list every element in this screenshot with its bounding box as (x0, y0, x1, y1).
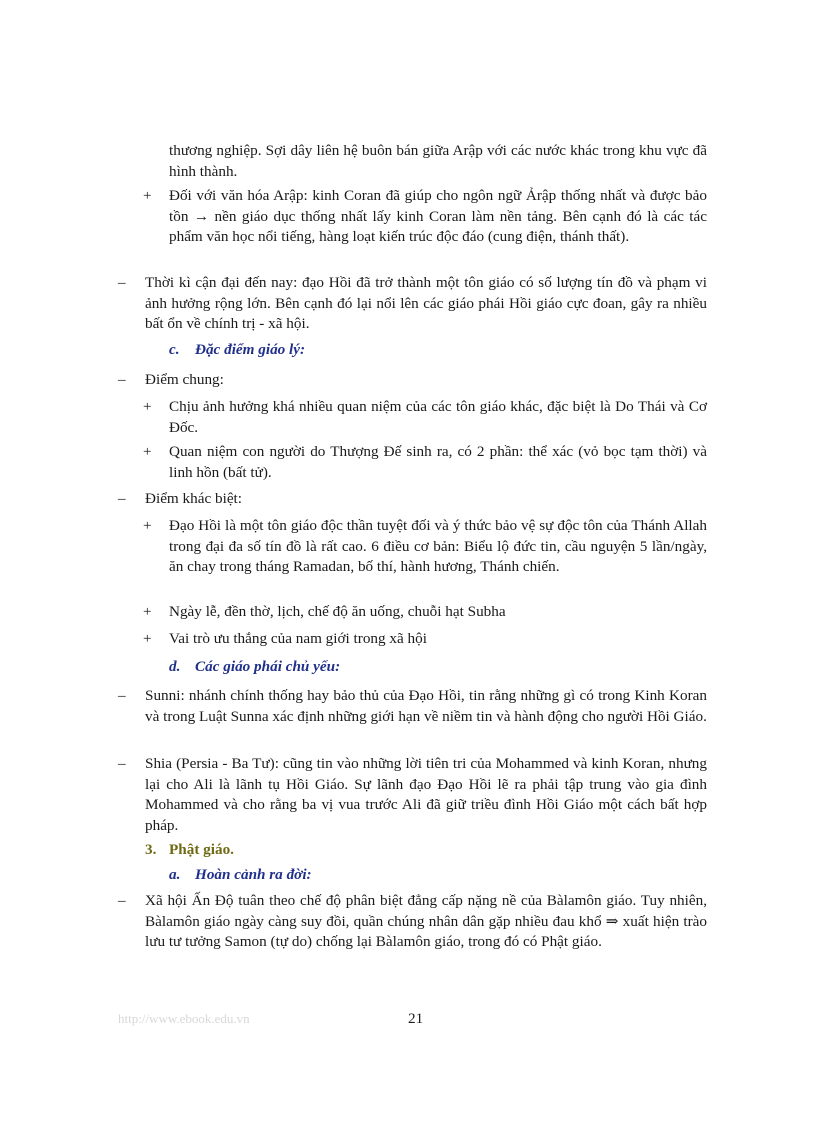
dash-bullet: – (118, 371, 126, 388)
dash-bullet: – (118, 755, 126, 772)
section-heading-text: Hoàn cảnh ra đời: (195, 866, 312, 883)
plus-bullet: + (143, 517, 152, 534)
plus-bullet: + (143, 398, 152, 415)
plus-bullet: + (143, 630, 152, 647)
dash-bullet: – (118, 892, 126, 909)
chapter-heading-buddhism (145, 840, 234, 861)
dash-bullet: – (118, 490, 126, 507)
page-number: 21 (408, 1010, 424, 1027)
dash-item-common-points: Điểm chung: (145, 371, 224, 388)
plus-bullet: + (143, 187, 152, 204)
dash-item-differences: Điểm khác biệt: (145, 490, 242, 507)
dash-item-modern-era: Thời kì cận đại đến nay: đạo Hồi đã trở thành một tôn giáo có số lượng tín đồ và phạm vi ảnh hưởng rộng lớn. Bên cạnh đó lại nổi lên các giáo phái Hồi giáo cực đoan, gây ra nhiều bất ổn về chính trị - xã hội. (145, 274, 707, 332)
section-heading-text: Đặc điểm giáo lý: (195, 341, 306, 358)
section-heading-text: Các giáo phái chủ yếu: (195, 658, 341, 675)
section-heading-label: d. (169, 658, 181, 675)
plus-bullet: + (143, 603, 152, 620)
plus-item-monotheism: Đạo Hồi là một tôn giáo độc thần tuyệt đối và ý thức bảo vệ sự độc tôn của Thánh Allah trong đại đa số tín đồ là rất cao. 6 điều cơ bản: Biểu lộ đức tin, cầu nguyện 5 lần/ngày, ăn chay trong tháng Ramadan, bố thí, hành hương, Thánh chiến. (169, 517, 707, 575)
dash-item-shia: Shia (Persia - Ba Tư): cũng tin vào những lời tiên tri của Mohammed và kinh Koran, nhưng lại cho Ali là lãnh tụ Hồi Giáo. Sự lãnh đạo Đạo Hồi lẽ ra phải tập trung vào gia đình Mohammed và cho rằng ba vị vua trước Ali đã giữ triều đình Hồi Giáo một cách bất hợp pháp. (145, 755, 707, 834)
section-heading-label: c. (169, 341, 180, 358)
section-heading-label: a. (169, 866, 181, 883)
section-heading-a (169, 865, 312, 886)
section-heading-c (169, 340, 305, 361)
plus-item-arab-culture: Đối với văn hóa Arập: kinh Coran đã giúp cho ngôn ngữ Ảrập thống nhất và được bảo tồn → nền giáo dục thống nhất lấy kinh Coran làm nền tảng. Bên cạnh đó là các tác phẩm văn học nổi tiếng, hàng loạt kiến trúc độc đáo (cung điện, thánh thất). (169, 187, 707, 245)
plus-item-customs: Ngày lễ, đền thờ, lịch, chế độ ăn uống, chuỗi hạt Subha (169, 603, 506, 620)
plus-item-human-concept: Quan niệm con người do Thượng Đế sinh ra, có 2 phần: thể xác (vỏ bọc tạm thời) và linh hồn (bất tử). (169, 443, 707, 481)
section-heading-d (169, 657, 340, 678)
plus-item-influence: Chịu ảnh hưởng khá nhiều quan niệm của các tôn giáo khác, đặc biệt là Do Thái và Cơ Đốc. (169, 398, 707, 436)
chapter-heading-label: 3. (145, 841, 157, 858)
paragraph-continuation: thương nghiệp. Sợi dây liên hệ buôn bán giữa Arập với các nước khác trong khu vực đã hình thành. (169, 142, 707, 180)
dash-item-indian-society: Xã hội Ấn Độ tuân theo chế độ phân biệt đẳng cấp nặng nề của Bàlamôn giáo. Tuy nhiên, Bàlamôn giáo ngày càng suy đồi, quần chúng nhân dân gặp nhiều đau khổ ⇒ xuất hiện trào lưu tư tưởng Samon (tự do) chống lại Bàlamôn giáo, trong đó có Phật giáo. (145, 892, 707, 950)
dash-item-sunni: Sunni: nhánh chính thống hay bảo thủ của Đạo Hồi, tin rằng những gì có trong Kinh Koran và trong Luật Sunna xác định những giới hạn về niềm tin và hành động cho người Hồi Giáo. (145, 687, 707, 725)
footer-url[interactable]: http://www.ebook.edu.vn (118, 1011, 250, 1026)
plus-item-male-role: Vai trò ưu thắng của nam giới trong xã hội (169, 630, 427, 647)
chapter-heading-text: Phật giáo. (169, 841, 234, 858)
dash-bullet: – (118, 687, 126, 704)
dash-bullet: – (118, 274, 126, 291)
plus-bullet: + (143, 443, 152, 460)
